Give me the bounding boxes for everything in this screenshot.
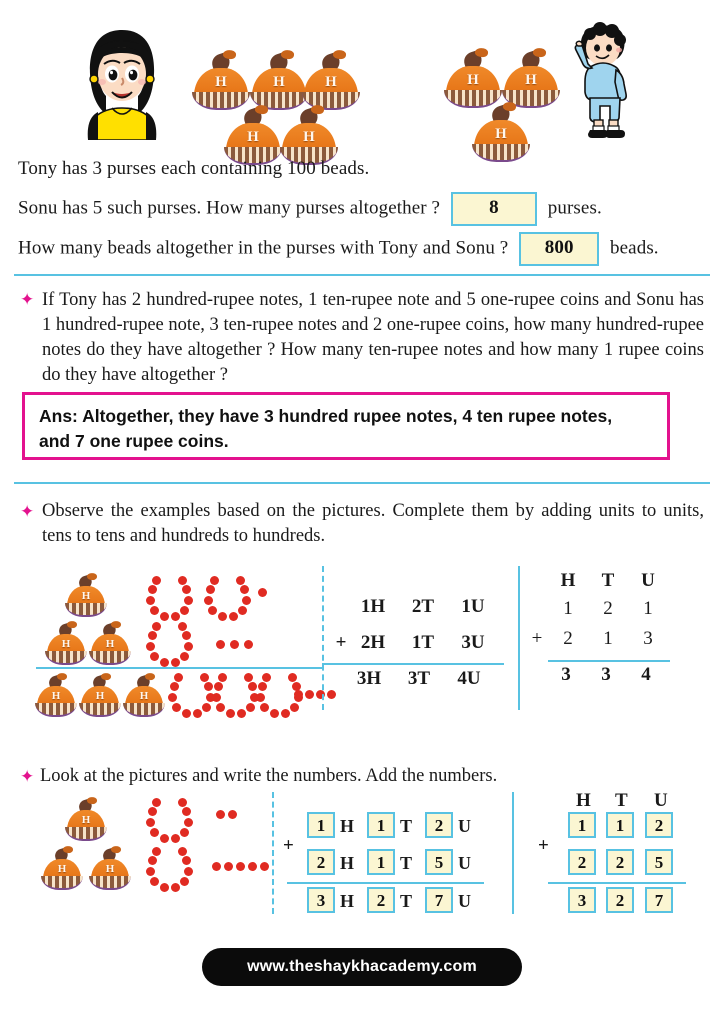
column-sum-h: 3 xyxy=(561,664,571,685)
bead-dot-icon xyxy=(212,862,221,871)
exercise-row1-t-box[interactable]: 1 xyxy=(367,812,395,838)
bead-dot-icon xyxy=(224,862,233,871)
exercise-column-header-h: H xyxy=(576,790,591,811)
bead-dot-icon xyxy=(258,588,267,597)
bead-ring-icon xyxy=(146,846,190,892)
bead-dot-icon xyxy=(230,640,239,649)
exercise-sum-t-box[interactable]: 2 xyxy=(367,887,395,913)
exercise-sum-h-label: H xyxy=(340,891,355,911)
column-row1-h: 1 xyxy=(563,598,573,619)
example-dashed-divider xyxy=(322,566,324,710)
purse-letter: H xyxy=(325,74,337,90)
exercise-row1-t-label: T xyxy=(400,816,413,836)
column-header-u: U xyxy=(641,570,655,591)
column-sum-t: 3 xyxy=(601,664,611,685)
purse-icon xyxy=(34,672,78,716)
exercise-sum-u-label: U xyxy=(458,891,471,911)
purse-icon xyxy=(222,103,284,165)
bead-ring-icon xyxy=(146,575,190,621)
bullet-icon xyxy=(20,769,35,784)
exercise-column-sum-h[interactable]: 3 xyxy=(568,887,596,913)
exercise-column-row2-h[interactable]: 2 xyxy=(568,849,596,875)
exercise-sum-u-box[interactable]: 7 xyxy=(425,887,453,913)
bead-dot-icon xyxy=(248,862,257,871)
exercise-row2-u-box[interactable]: 5 xyxy=(425,849,453,875)
boy-character xyxy=(570,20,638,142)
bead-dot-icon xyxy=(294,690,303,699)
exercise-row1-h-label: H xyxy=(340,816,355,836)
column-row1-t: 2 xyxy=(603,598,613,619)
bullet-icon xyxy=(20,504,35,519)
exercise-row1-h-box[interactable]: 1 xyxy=(307,812,335,838)
example-columns-rule xyxy=(548,660,670,662)
exercise-plus-sign: + xyxy=(283,835,294,856)
exercise-dashed-divider xyxy=(272,792,274,914)
expanded-row2-u: 3U xyxy=(461,632,485,653)
expanded-row1-t: 2T xyxy=(411,596,435,617)
intro-line-1 xyxy=(18,158,369,180)
bead-dot-icon xyxy=(305,690,314,699)
intro-line-3-suffix: beads. xyxy=(610,237,659,259)
example-expanded-rule xyxy=(322,663,504,665)
intro-line-3-prefix: How many beads altogether in the purses with Tony and Sonu ? xyxy=(18,237,509,259)
bead-dot-icon xyxy=(236,862,245,871)
exercise-column-plus-sign: + xyxy=(538,835,549,856)
exercise-column-row2-u[interactable]: 5 xyxy=(645,849,673,875)
divider-1 xyxy=(14,274,710,276)
column-header-t: T xyxy=(601,570,615,591)
column-plus-sign: + xyxy=(531,628,543,649)
bead-dot-icon xyxy=(216,640,225,649)
purse-icon xyxy=(442,46,504,108)
expanded-sum-h: 3H xyxy=(356,668,382,689)
purse-icon xyxy=(88,845,132,889)
footer-url-banner[interactable] xyxy=(202,948,522,986)
intro-line-3 xyxy=(18,232,659,266)
intro-line-1-text: Tony has 3 purses each containing 100 beads. xyxy=(18,158,370,179)
exercise-row1-u-box[interactable]: 2 xyxy=(425,812,453,838)
purse-letter: H xyxy=(139,690,149,702)
expanded-row2-t: 1T xyxy=(411,632,435,653)
exercise-row2-u-label: U xyxy=(458,853,471,873)
example-columns-table xyxy=(531,566,690,710)
bead-ring-icon xyxy=(146,797,190,843)
bead-ring-icon xyxy=(212,672,256,718)
exercise-column-row2-t[interactable]: 2 xyxy=(606,849,634,875)
intro-line-2 xyxy=(18,192,602,226)
purse-letter: H xyxy=(51,690,61,702)
exercise-column-sum-t[interactable]: 2 xyxy=(606,887,634,913)
girl-character xyxy=(72,22,172,140)
purse-letter: H xyxy=(81,814,91,826)
purse-letter: H xyxy=(303,129,315,145)
exercise-sum-t-label: T xyxy=(400,891,413,911)
question-2-text: Observe the examples based on the pictures. Complete them by adding units to units, tens to tens and hundreds to hundreds. xyxy=(42,501,704,546)
purse-icon xyxy=(278,103,340,165)
exercise-columns-rule xyxy=(548,882,686,884)
purse-icon xyxy=(122,672,166,716)
purse-letter: H xyxy=(273,74,285,90)
beads-answer-box[interactable]: 800 xyxy=(519,232,599,266)
column-row2-u: 3 xyxy=(643,628,653,649)
purse-icon xyxy=(190,48,252,110)
purse-icon xyxy=(300,48,362,110)
exercise-row1-u-label: U xyxy=(458,816,471,836)
exercise-column-sum-u[interactable]: 7 xyxy=(645,887,673,913)
purse-icon xyxy=(470,100,532,162)
exercise-column-header-u: U xyxy=(654,790,668,811)
purse-letter: H xyxy=(57,863,67,875)
exercise-column-row1-u[interactable]: 2 xyxy=(645,812,673,838)
bead-dot-icon xyxy=(216,810,225,819)
purse-icon xyxy=(64,796,108,840)
column-row2-t: 1 xyxy=(603,628,613,649)
bead-dot-icon xyxy=(260,862,269,871)
purse-icon xyxy=(78,672,122,716)
expanded-plus-sign: + xyxy=(335,632,347,653)
purse-letter: H xyxy=(105,863,115,875)
bead-ring-icon xyxy=(168,672,212,718)
bead-ring-icon xyxy=(204,575,248,621)
exercise-column-header-t: T xyxy=(615,790,628,811)
answer-box-question-1[interactable] xyxy=(22,392,670,460)
example-solid-divider xyxy=(518,566,520,710)
purse-icon xyxy=(500,46,562,108)
exercise-expanded-rule xyxy=(287,882,484,884)
expanded-row1-h: 1H xyxy=(360,596,386,617)
column-header-h: H xyxy=(560,570,576,591)
purses-answer-box[interactable]: 8 xyxy=(451,192,537,226)
column-row1-u: 1 xyxy=(643,598,653,619)
purse-icon xyxy=(44,620,88,664)
exercise-column-row1-t[interactable]: 1 xyxy=(606,812,634,838)
purse-letter: H xyxy=(495,126,507,142)
purse-letter: H xyxy=(61,638,71,650)
exercise-solid-divider xyxy=(512,792,514,914)
purse-icon xyxy=(64,572,108,616)
exercise-row2-h-label: H xyxy=(340,853,355,873)
footer-url-text: www.theshaykhacademy.com xyxy=(247,958,477,975)
exercise-sum-h-box[interactable]: 3 xyxy=(307,887,335,913)
intro-line-2-prefix: Sonu has 5 such purses. How many purses altogether ? xyxy=(18,197,441,219)
bead-ring-icon xyxy=(146,621,190,667)
exercise-row2-t-label: T xyxy=(400,853,413,873)
purse-letter: H xyxy=(467,72,479,88)
question-3-text: Look at the pictures and write the numbers. Add the numbers. xyxy=(40,766,498,786)
exercise-row2-h-box[interactable]: 2 xyxy=(307,849,335,875)
exercise-column-row1-h[interactable]: 1 xyxy=(568,812,596,838)
top-illustration xyxy=(0,8,724,153)
purse-icon xyxy=(88,620,132,664)
expanded-row2-h: 2H xyxy=(360,632,386,653)
purse-letter: H xyxy=(215,74,227,90)
purse-letter: H xyxy=(525,72,537,88)
bullet-icon xyxy=(20,292,35,307)
question-1-text: If Tony has 2 hundred-rupee notes, 1 ten-rupee note and 5 one-rupee coins and Sonu has 1 hundred-rupee note, 3 ten-rupee notes and 2 one-rupee coins, how many hundred-rupee notes do they have altogether ? How many ten-rupee notes and how many 1 rupee coins do they have altogether ? xyxy=(42,290,704,385)
purse-icon xyxy=(40,845,84,889)
expanded-row1-u: 1U xyxy=(461,596,485,617)
exercise-row2-t-box[interactable]: 1 xyxy=(367,849,395,875)
expanded-sum-u: 4U xyxy=(457,668,481,689)
intro-line-2-suffix: purses. xyxy=(547,197,602,219)
answer-line-1: Ans: Altogether, they have 3 hundred rupee notes, 4 ten rupee notes, xyxy=(39,406,613,426)
purse-letter: H xyxy=(105,638,115,650)
purse-letter: H xyxy=(81,590,91,602)
purse-letter: H xyxy=(247,129,259,145)
divider-2 xyxy=(14,482,710,484)
expanded-sum-t: 3T xyxy=(407,668,431,689)
column-row2-h: 2 xyxy=(563,628,573,649)
example-picture-rule xyxy=(36,667,322,669)
purse-letter: H xyxy=(95,690,105,702)
bead-dot-icon xyxy=(228,810,237,819)
bead-dot-icon xyxy=(244,640,253,649)
example-expanded-table xyxy=(332,566,512,710)
column-sum-u: 4 xyxy=(641,664,651,685)
answer-line-2: and 7 one rupee coins. xyxy=(39,431,229,451)
